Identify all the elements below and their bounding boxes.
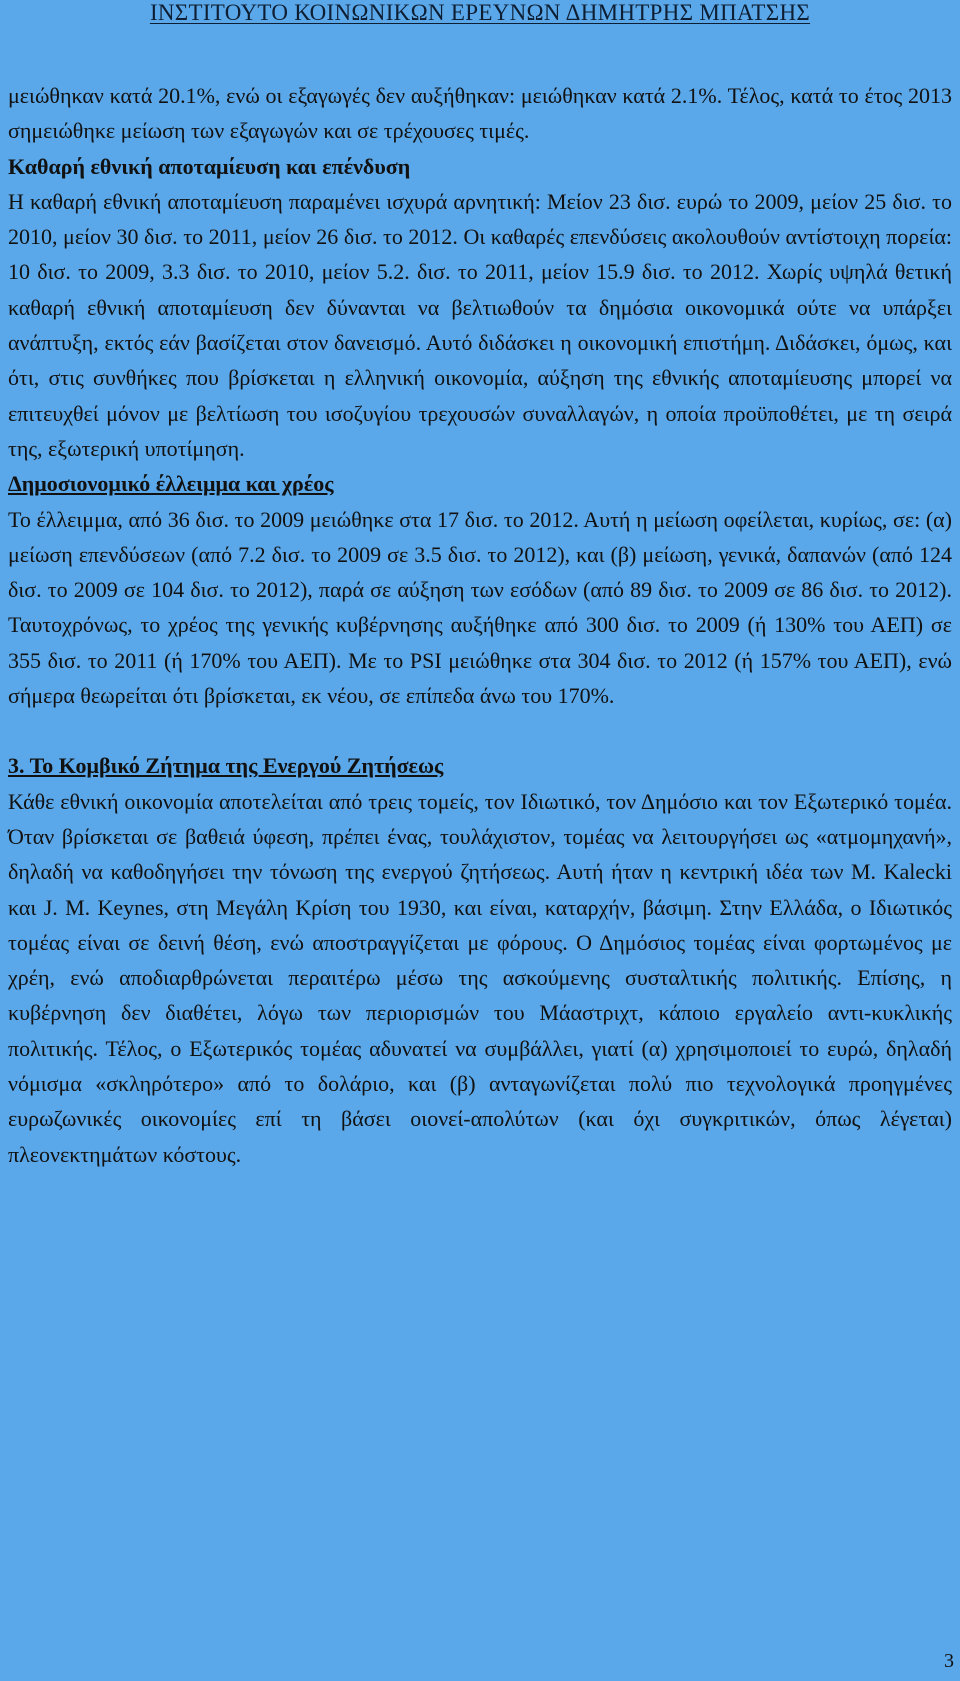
deficit-heading: Δημοσιονομικό έλλειμμα και χρέος	[8, 471, 334, 497]
savings-heading: Καθαρή εθνική αποταμίευση και επένδυση	[8, 153, 411, 179]
page-header: ΙΝΣΤΙΤΟΥΤΟ ΚΟΙΝΩΝΙΚΩΝ ΕΡΕΥΝΩΝ ΔΗΜΗΤΡΗΣ ΜΠΑΤΣΗΣ	[149, 0, 811, 25]
section-spacer	[8, 713, 952, 748]
demand-paragraph: Κάθε εθνική οικονομία αποτελείται από τρεις τομείς, τον Ιδιωτικό, τον Δημόσιο και τον Εξωτερικό τομέα. Όταν βρίσκεται σε βαθειά ύφεση, πρέπει ένας, τουλάχιστον, τομέας να λειτουργήσει ως «ατμομηχανή», δηλαδή να καθοδηγήσει την τόνωση της ενεργού ζητήσεως. Αυτή ήταν η κεντρική ιδέα των M. Kalecki και J. M. Keynes, στη Μεγάλη Κρίση του 1930, και είναι, καταρχήν, βάσιμη. Στην Ελλάδα, ο Ιδιωτικός τομέας είναι σε δεινή θέση, ενώ αποστραγγίζεται με φόρους. Ο Δημόσιος τομέας είναι φορτωμένος με χρέη, ενώ αποδιαρθρώνεται περαιτέρω μέσω της ασκούμενης συσταλτικής πολιτικής. Επίσης, η κυβέρνηση δεν διαθέτει, λόγω των περιορισμών του Μάαστριχτ, κάποιο εργαλείο αντι-κυκλικής πολιτικής. Τέλος, ο Εξωτερικός τομέας αδυνατεί να συμβάλλει, γιατί (α) χρησιμοποιεί το ευρώ, δηλαδή νόμισμα «σκληρότερο» από το δολάριο, και (β) ανταγωνίζεται πολύ πιο τεχνολογικά προηγμένες ευρωζωνικές οικονομίες επί τη βάσει οιονεί-απολύτων (και όχι συγκριτικών, όπως λέγεται) πλεονεκτημάτων κόστους.	[8, 788, 952, 1167]
savings-paragraph: Η καθαρή εθνική αποταμίευση παραμένει ισχυρά αρνητική: Μείον 23 δισ. ευρώ το 2009, μείον 25 δισ. το 2010, μείον 30 δισ. το 2011, μείον 26 δισ. το 2012. Οι καθαρές επενδύσεις ακολουθούν αντίστοιχη πορεία: 10 δισ. το 2009, 3.3 δισ. το 2010, μείον 5.2. δισ. το 2011, μείον 15.9 δισ. το 2012. Χωρίς υψηλά θετική καθαρή εθνική αποταμίευση δεν δύνανται να βελτιωθούν τα δημόσια οικονομικά ούτε να υπάρξει ανάπτυξη, εκτός εάν βασίζεται στον δανεισμό. Αυτό διδάσκει η οικονομική επιστήμη. Διδάσκει, όμως, και ότι, στις συνθήκες που βρίσκεται η ελληνική οικονομία, αύξηση της εθνικής αποταμίευσης μπορεί να επιτευχθεί μόνον με βελτίωση του ισοζυγίου τρεχουσών συναλλαγών, η οποία προϋποθέτει, με τη σειρά της, εξωτερική υποτίμηση.	[8, 188, 952, 461]
demand-heading: 3. Το Κομβικό Ζήτημα της Ενεργού Ζητήσεως	[8, 753, 444, 779]
document-body	[8, 78, 952, 1172]
intro-paragraph: μειώθηκαν κατά 20.1%, ενώ οι εξαγωγές δεν αυξήθηκαν: μειώθηκαν κατά 2.1%. Τέλος, κατά το έτος 2013 σημειώθηκε μείωση των εξαγωγών και σε τρέχουσες τιμές.	[8, 83, 952, 144]
deficit-paragraph: Το έλλειμμα, από 36 δισ. το 2009 μειώθηκε στα 17 δισ. το 2012. Αυτή η μείωση οφείλεται, κυρίως, σε: (α) μείωση επενδύσεων (από 7.2 δισ. το 2009 σε 3.5 δισ. το 2012), και (β) μείωση, γενικά, δαπανών (από 124 δισ. το 2009 σε 104 δισ. το 2012), παρά σε αύξηση των εσόδων (από 89 δισ. το 2009 σε 86 δισ. το 2012). Ταυτοχρόνως, το χρέος της γενικής κυβέρνησης αυξήθηκε από 300 δισ. το 2009 (ή 130% του ΑΕΠ) σε 355 δισ. το 2011 (ή 170% του ΑΕΠ). Με το PSI μειώθηκε στα 304 δισ. το 2012 (ή 157% του ΑΕΠ), ενώ σήμερα θεωρείται ότι βρίσκεται, εκ νέου, σε επίπεδα άνω του 170%.	[8, 506, 952, 709]
page-number: 3	[944, 1650, 954, 1672]
